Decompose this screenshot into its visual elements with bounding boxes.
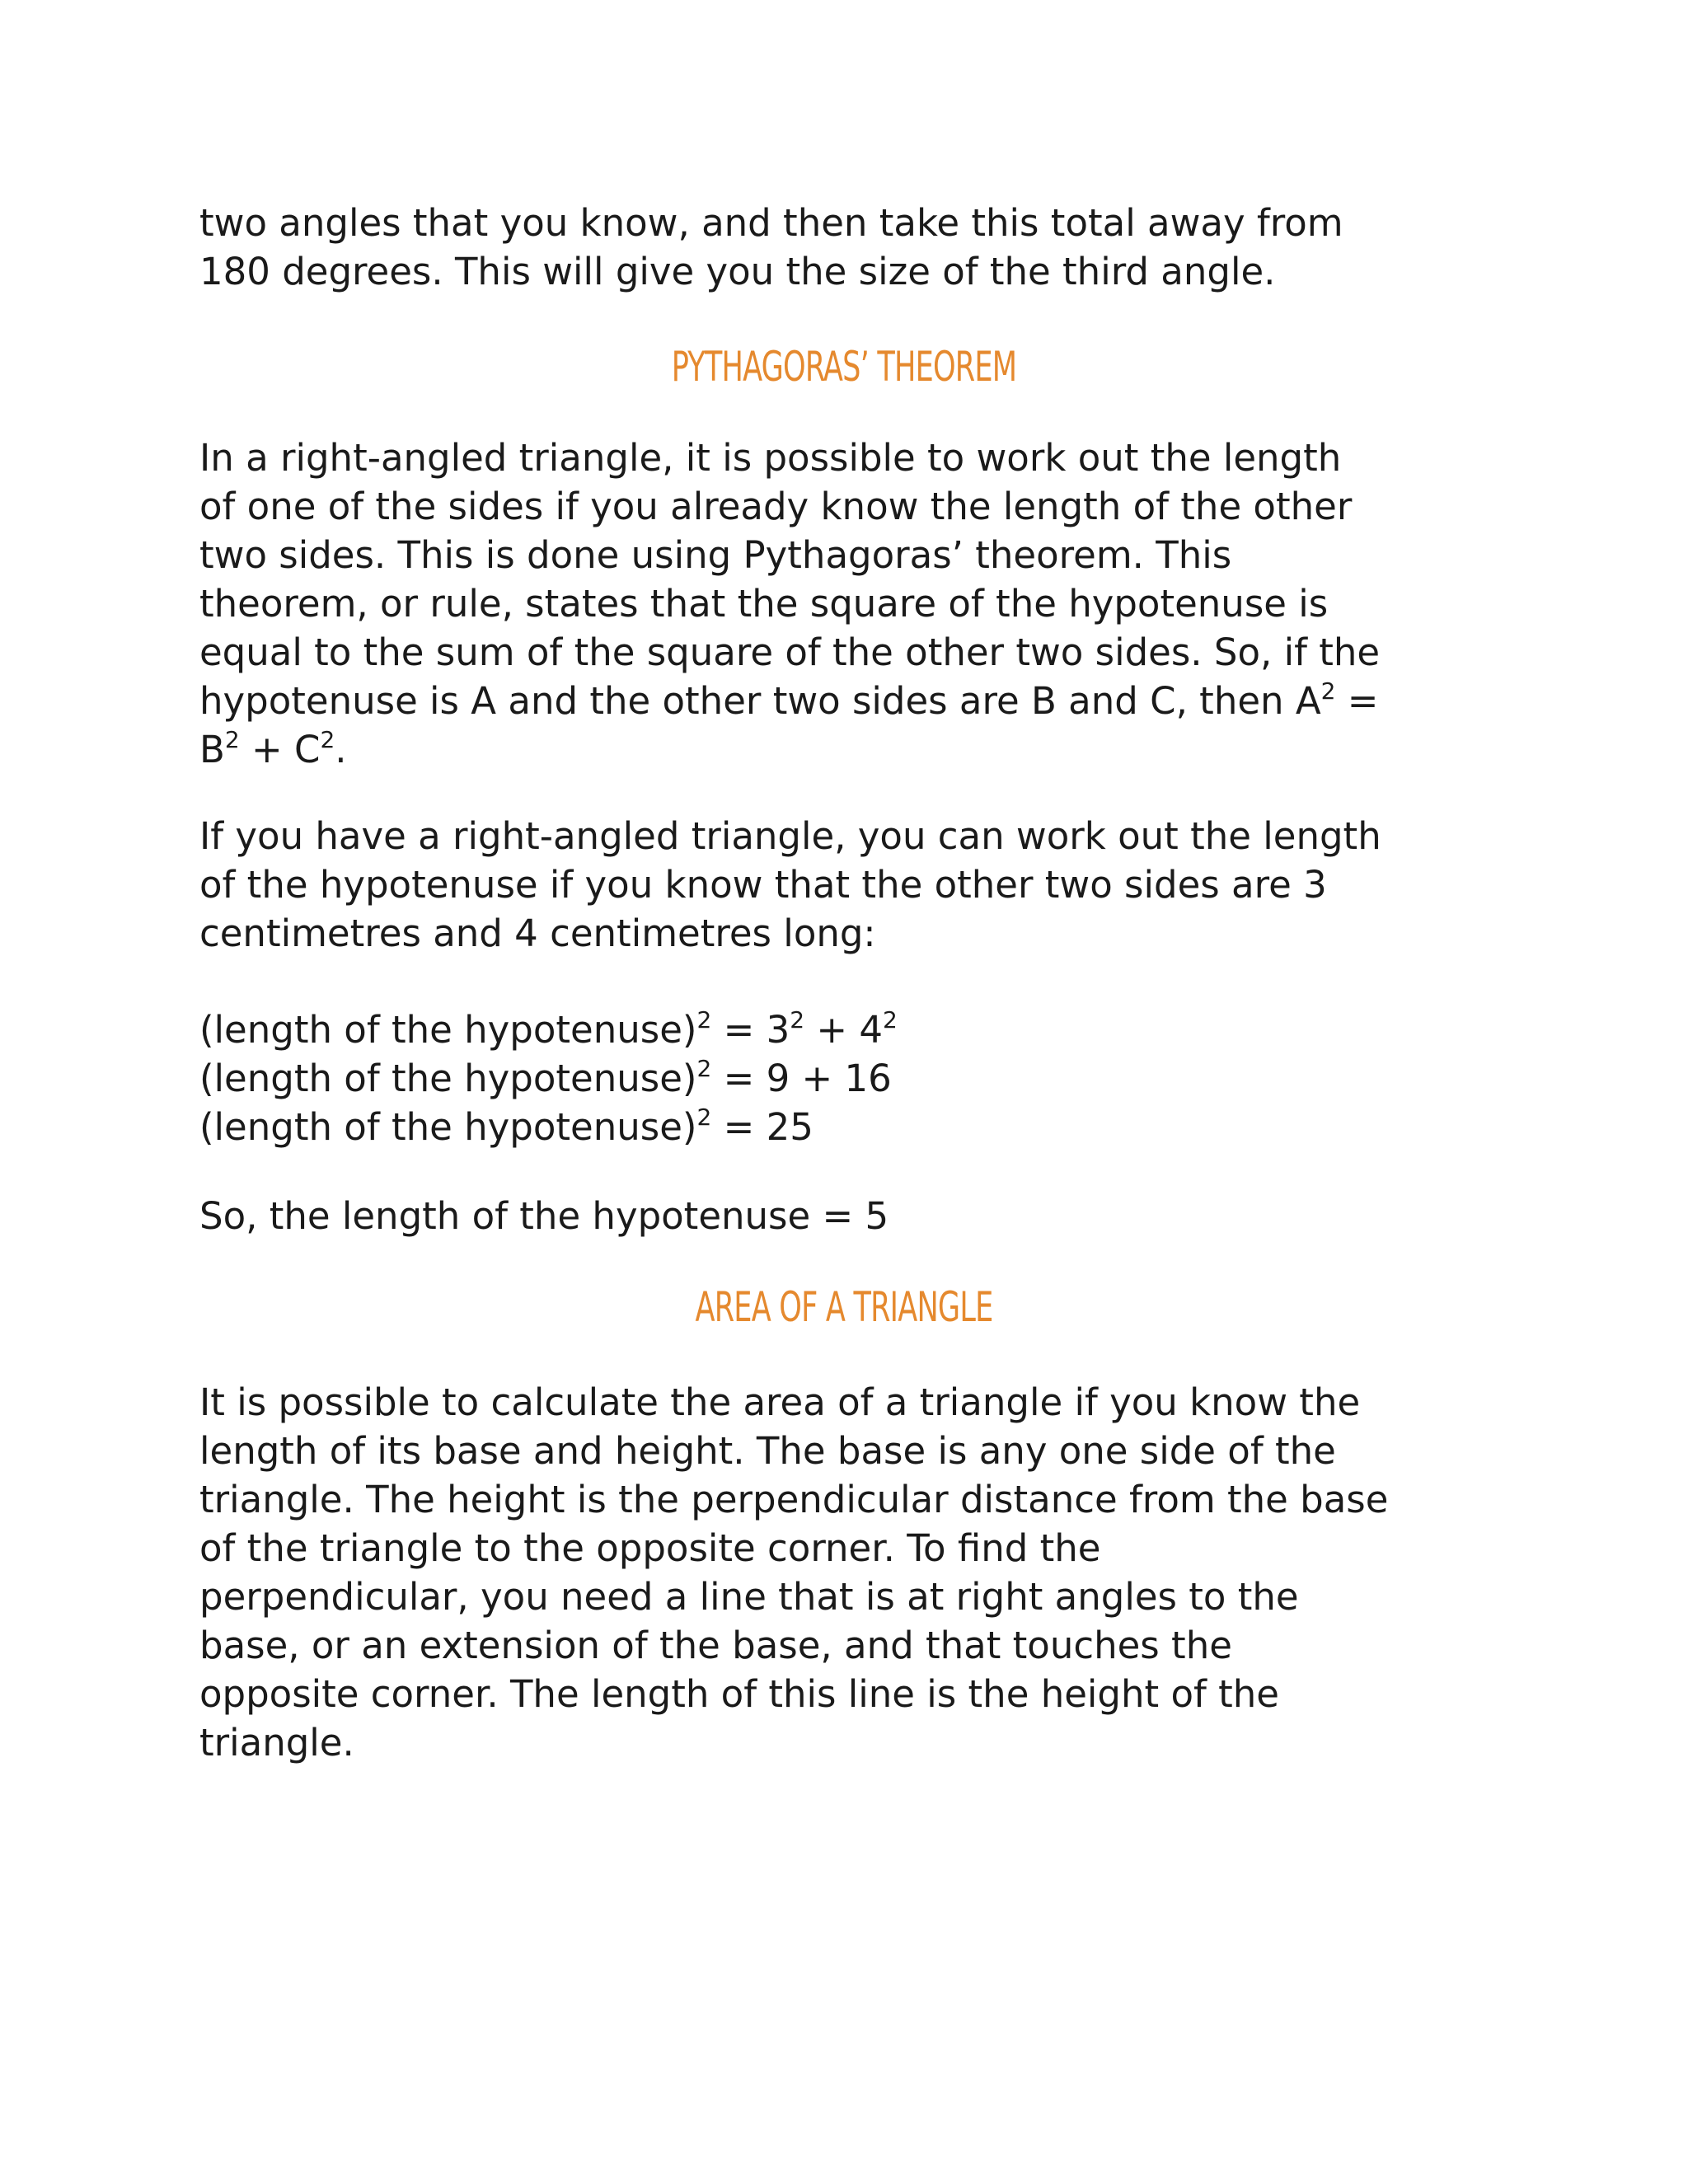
superscript-2: 2 — [696, 1006, 712, 1033]
equation-lhs: (length of the hypotenuse) — [199, 1057, 697, 1100]
intro-paragraph — [199, 199, 1510, 296]
equation-rhs: + 4 — [804, 1008, 883, 1052]
equation-line — [199, 1005, 1510, 1054]
text-line: of the triangle to the opposite corner. To find the — [199, 1526, 1101, 1570]
text-line: centimetres and 4 centimetres long: — [199, 912, 876, 955]
equation-rhs: = 3 — [711, 1008, 790, 1052]
area-paragraph — [199, 1378, 1510, 1767]
text-line: triangle. — [199, 1721, 354, 1765]
text-line: 180 degrees. This will give you the size of the third angle. — [199, 250, 1276, 293]
superscript-2: 2 — [790, 1006, 805, 1033]
text-line: two angles that you know, and then take this total away from — [199, 201, 1343, 245]
text-line: In a right-angled triangle, it is possible to work out the length — [199, 436, 1342, 480]
text-fragment: hypotenuse is A and the other two sides are B and C, then A — [199, 679, 1321, 723]
superscript-2: 2 — [696, 1104, 712, 1131]
hypotenuse-conclusion — [199, 1192, 1510, 1240]
text-fragment: B — [199, 728, 225, 771]
pythagoras-paragraph-1 — [199, 434, 1510, 774]
text-line: It is possible to calculate the area of a triangle if you know the — [199, 1380, 1361, 1424]
equation-rhs: = 25 — [711, 1105, 814, 1149]
equation-rhs: = 9 + 16 — [711, 1057, 892, 1100]
equation-lhs: (length of the hypotenuse) — [199, 1008, 697, 1052]
text-line: base, or an extension of the base, and that touches the — [199, 1624, 1232, 1667]
text-line — [199, 725, 1510, 774]
superscript-2: 2 — [320, 726, 335, 753]
text-line: opposite corner. The length of this line is the height of the — [199, 1672, 1279, 1716]
equation-block — [199, 1005, 1510, 1151]
pythagoras-paragraph-2 — [199, 812, 1510, 958]
text-line: theorem, or rule, states that the square of the hypotenuse is — [199, 582, 1329, 626]
superscript-2: 2 — [1320, 677, 1336, 705]
superscript-2: 2 — [224, 726, 240, 753]
section-heading-area: AREA OF A TRIANGLE — [695, 1283, 993, 1331]
text-line: triangle. The height is the perpendicular distance from the base — [199, 1478, 1389, 1521]
text-line: perpendicular, you need a line that is at right angles to the — [199, 1575, 1299, 1619]
text-line: of one of the sides if you already know the length of the other — [199, 485, 1353, 528]
text-fragment: . — [335, 728, 347, 771]
equation-lhs: (length of the hypotenuse) — [199, 1105, 697, 1149]
superscript-2: 2 — [696, 1055, 712, 1082]
text-line: length of its base and height. The base is any one side of the — [199, 1429, 1336, 1473]
superscript-2: 2 — [883, 1006, 898, 1033]
text-line: of the hypotenuse if you know that the other two sides are 3 — [199, 863, 1327, 907]
section-heading-pythagoras: PYTHAGORAS’ THEOREM — [671, 343, 1017, 391]
text-line — [199, 677, 1510, 725]
text-line: equal to the sum of the square of the other two sides. So, if the — [199, 630, 1381, 674]
text-line: two sides. This is done using Pythagoras’ theorem. This — [199, 533, 1232, 577]
text-fragment: = — [1335, 679, 1379, 723]
text-line: So, the length of the hypotenuse = 5 — [199, 1194, 889, 1238]
equation-line — [199, 1103, 1510, 1151]
text-fragment: + C — [239, 728, 321, 771]
equation-line — [199, 1054, 1510, 1103]
text-line: If you have a right-angled triangle, you can work out the length — [199, 814, 1381, 858]
